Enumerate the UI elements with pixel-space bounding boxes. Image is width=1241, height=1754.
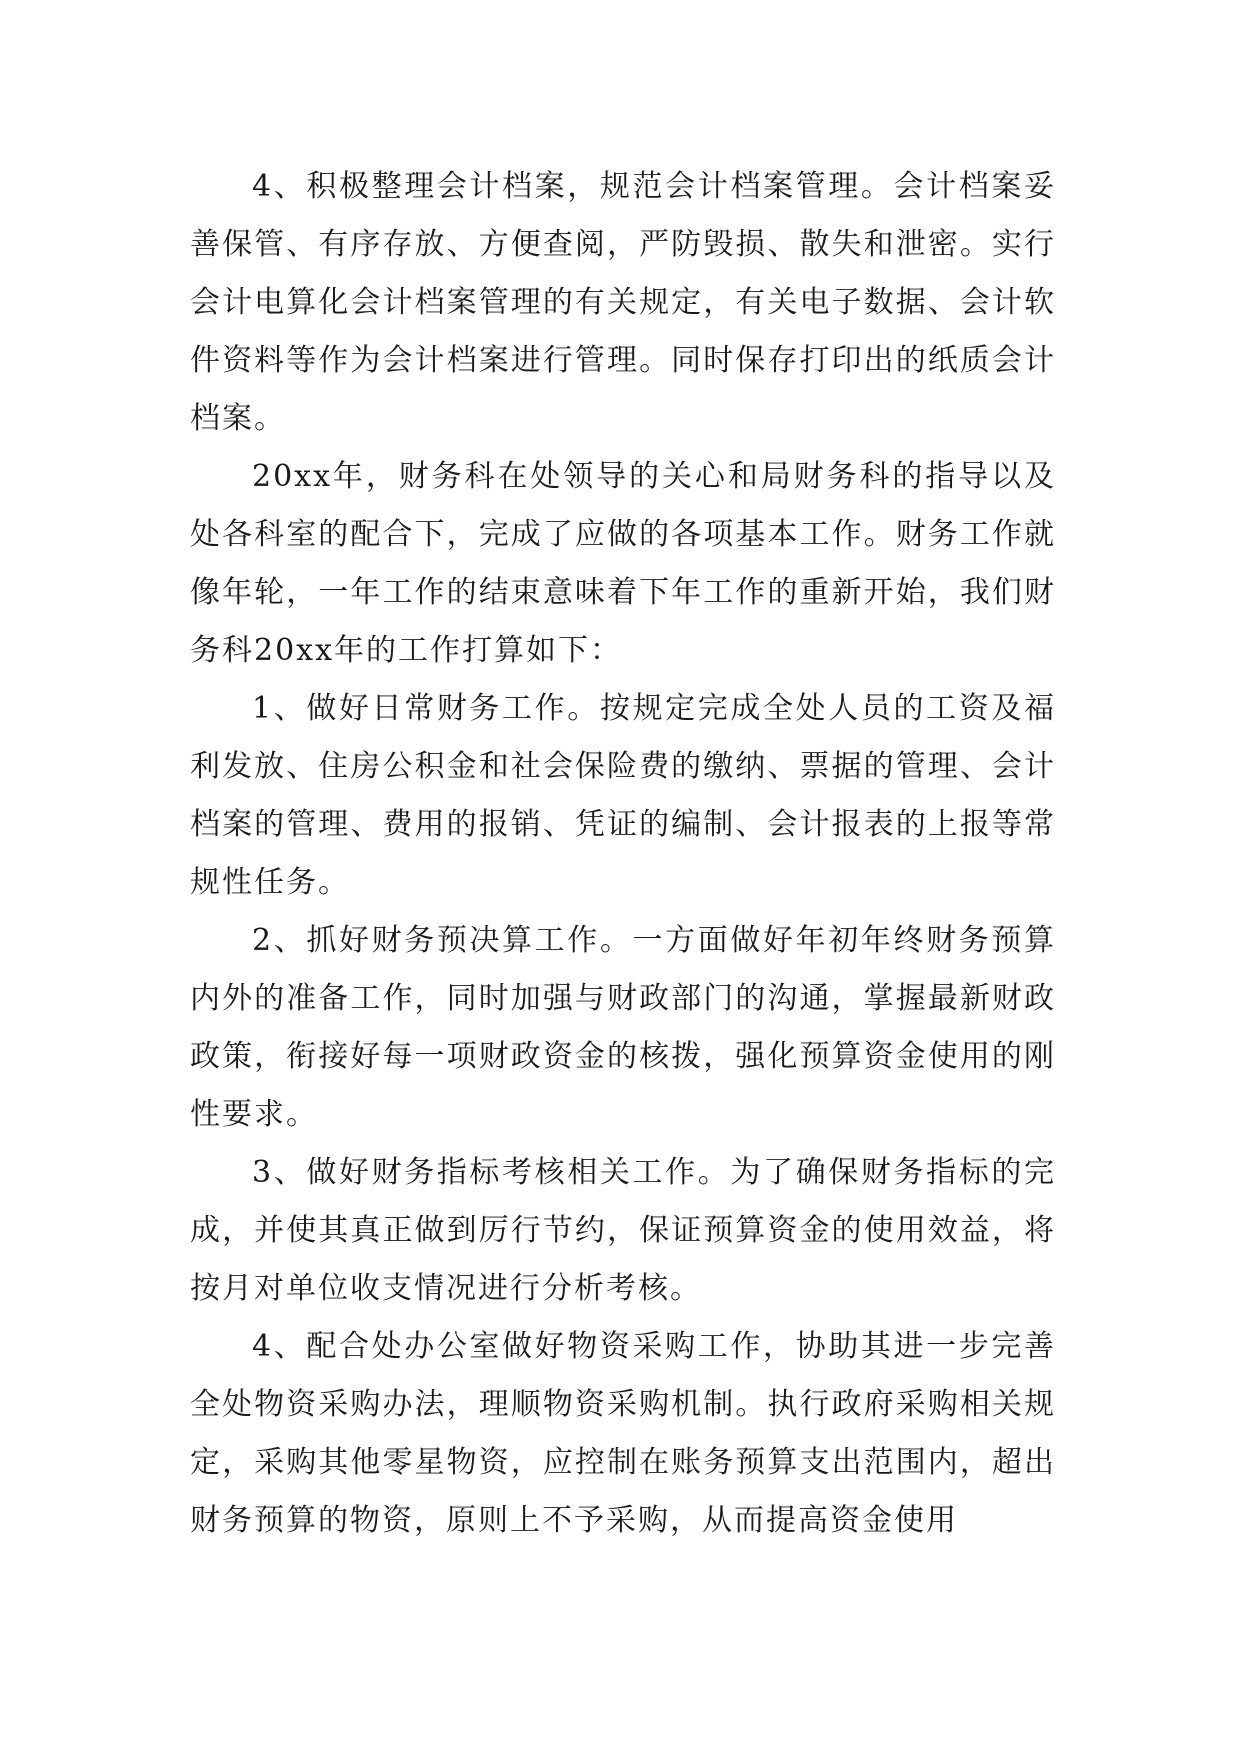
document-body [190,158,1056,1550]
paragraph-work-plan-intro: 20xx年，财务科在处领导的关心和局财务科的指导以及处各科室的配合下，完成了应做的各项基本工作。财务工作就像年轮，一年工作的结束意味着下年工作的重新开始，我们财务科20xx年的工作打算如下： [190,459,1056,668]
paragraph-archive-management: 4、积极整理会计档案，规范会计档案管理。会计档案妥善保管、有序存放、方便查阅，严防毁损、散失和泄密。实行会计电算化会计档案管理的有关规定，有关电子数据、会计软件资料等作为会计档案进行管理。同时保存打印出的纸质会计档案。 [190,169,1056,436]
paragraph-indicator-assessment: 3、做好财务指标考核相关工作。为了确保财务指标的完成，并使其真正做到厉行节约，保证预算资金的使用效益，将按月对单位收支情况进行分析考核。 [190,1155,1056,1306]
paragraph-budget-work: 2、抓好财务预决算工作。一方面做好年初年终财务预算内外的准备工作，同时加强与财政部门的沟通，掌握最新财政政策，衔接好每一项财政资金的核拨，强化预算资金使用的刚性要求。 [190,923,1056,1132]
paragraph-daily-finance: 1、做好日常财务工作。按规定完成全处人员的工资及福利发放、住房公积金和社会保险费的缴纳、票据的管理、会计档案的管理、费用的报销、凭证的编制、会计报表的上报等常规性任务。 [190,691,1056,900]
paragraph-procurement: 4、配合处办公室做好物资采购工作，协助其进一步完善全处物资采购办法，理顺物资采购机制。执行政府采购相关规定，采购其他零星物资，应控制在账务预算支出范围内，超出财务预算的物资，原则上不予采购，从而提高资金使用 [190,1329,1056,1538]
